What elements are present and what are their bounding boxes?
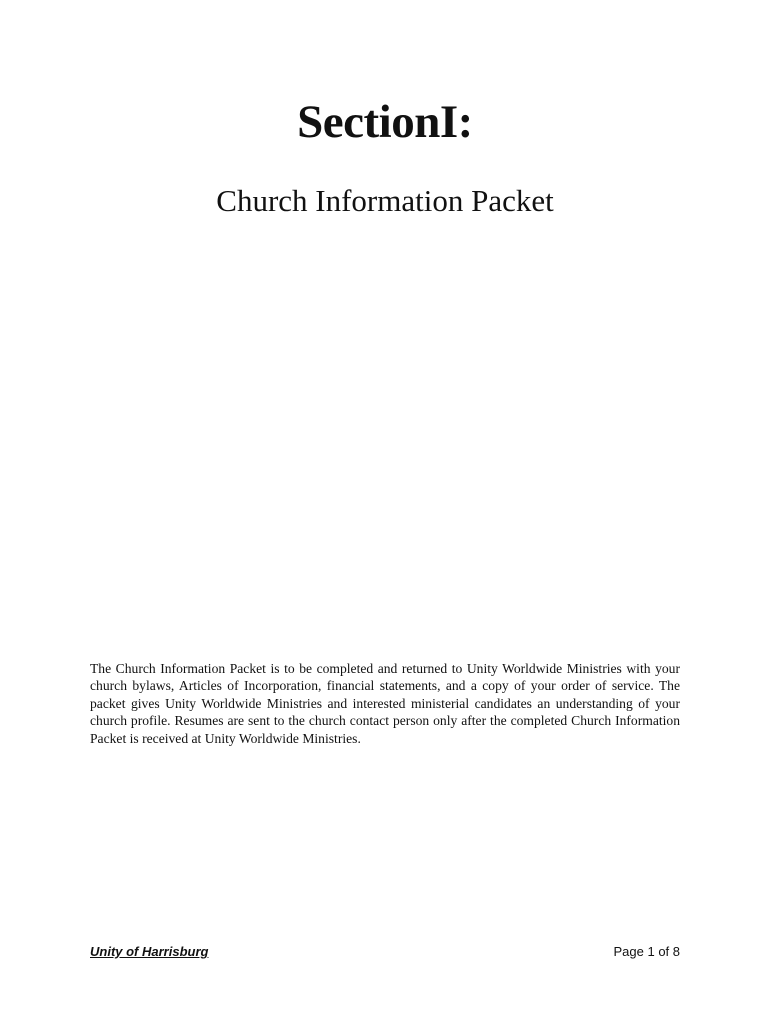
footer-organization: Unity of Harrisburg xyxy=(90,944,209,959)
intro-paragraph: The Church Information Packet is to be completed and returned to Unity Worldwide Ministries with your church bylaws, Articles of Incorporation, financial statements, and a copy of your order of service. The packet gives Unity Worldwide Ministries and interested ministerial candidates an understanding of your church profile. Resumes are sent to the church contact person only after the completed Church Information Packet is received at Unity Worldwide Ministries. xyxy=(90,661,680,746)
section-title: SectionI: xyxy=(297,96,473,148)
page-footer xyxy=(90,942,680,962)
document-subtitle: Church Information Packet xyxy=(216,183,554,218)
footer-page-number: Page 1 of 8 xyxy=(613,944,680,959)
